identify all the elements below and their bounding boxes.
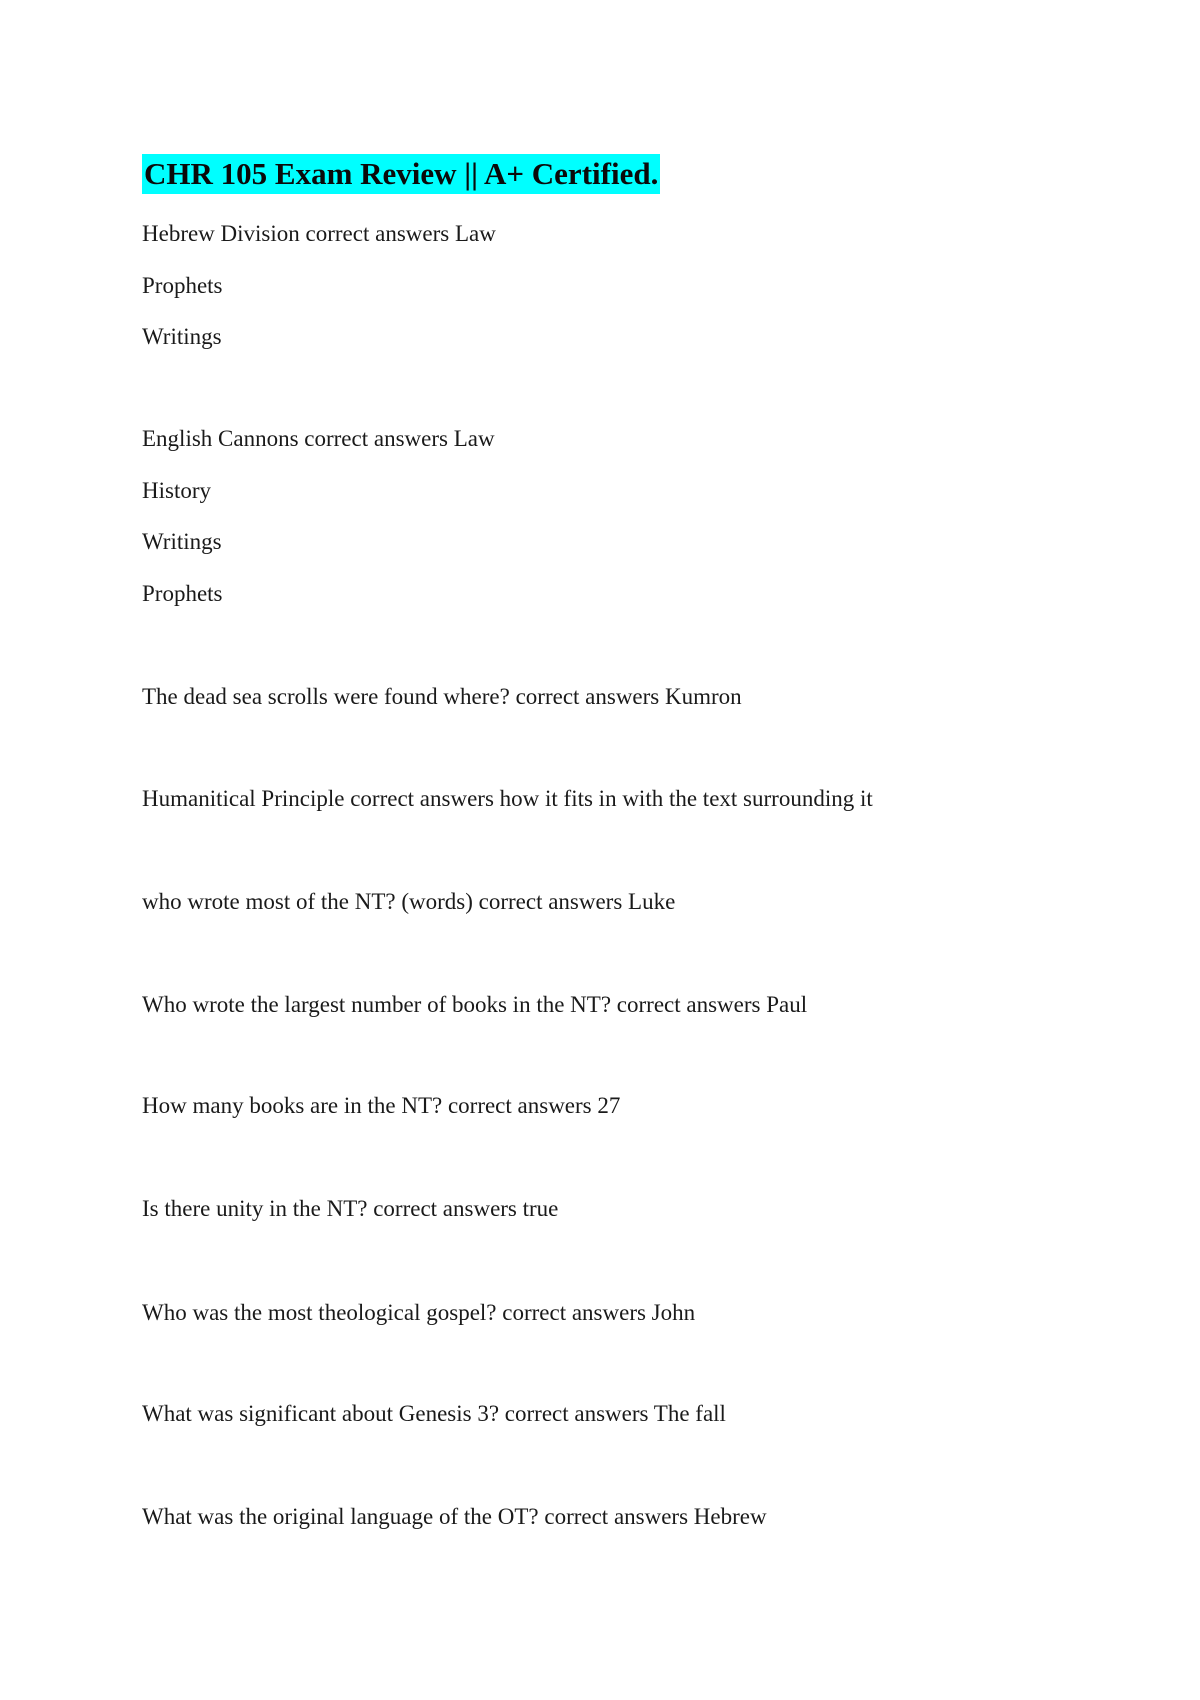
title-container	[142, 154, 660, 194]
qa-nt-unity: Is there unity in the NT? correct answers true	[142, 1196, 559, 1221]
qa-nt-most-books: Who wrote the largest number of books in the NT? correct answers Paul	[142, 992, 808, 1017]
qa-theological-gospel: Who was the most theological gospel? correct answers John	[142, 1300, 696, 1325]
answer-line-writings: Writings	[142, 324, 222, 349]
qa-nt-most-words: who wrote most of the NT? (words) correct answers Luke	[142, 889, 676, 914]
answer-line-history: History	[142, 478, 211, 503]
qa-dead-sea-scrolls: The dead sea scrolls were found where? correct answers Kumron	[142, 684, 742, 709]
answer-line-prophets-2: Prophets	[142, 581, 223, 606]
qa-hebrew-division: Hebrew Division correct answers Law	[142, 221, 496, 246]
qa-genesis-3: What was significant about Genesis 3? correct answers The fall	[142, 1401, 726, 1426]
answer-line-writings-2: Writings	[142, 529, 222, 554]
answer-line-prophets: Prophets	[142, 273, 223, 298]
qa-humanitical-principle: Humanitical Principle correct answers how it fits in with the text surrounding it	[142, 786, 873, 811]
document-title: CHR 105 Exam Review || A+ Certified.	[142, 154, 660, 194]
qa-nt-book-count: How many books are in the NT? correct answers 27	[142, 1093, 621, 1118]
qa-english-cannons: English Cannons correct answers Law	[142, 426, 495, 451]
qa-ot-language: What was the original language of the OT? correct answers Hebrew	[142, 1504, 767, 1529]
